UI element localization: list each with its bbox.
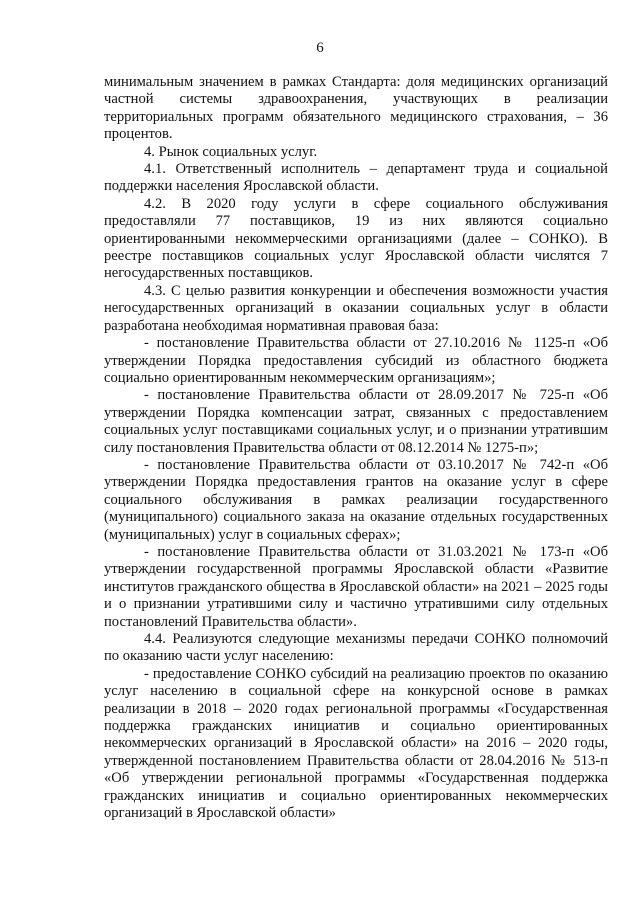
paragraph: - постановление Правительства области от 03.10.2017 № 742-п «Об утверждении Порядка предоставления грантов на оказание услуг в сфере социального обслуживания в рамках реализации государственного (муниципального) социального заказа на оказание отдельных государственных (муниципальных) услуг в социальных сферах»;	[104, 456, 608, 543]
document-body	[104, 74, 608, 822]
paragraph: - постановление Правительства области от 28.09.2017 № 725-п «Об утверждении Порядка компенсации затрат, связанных с предоставлением социальных услуг поставщиками социальных услуг, и о признании утратившим силу постановления Правительства области от 08.12.2014 № 1275-п»;	[104, 387, 608, 456]
paragraph: 4. Рынок социальных услуг.	[144, 143, 318, 160]
paragraph: - предоставление СОНКО субсидий на реализацию проектов по оказанию услуг населению в социальной сфере на конкурсной основе в рамках реализации в 2018 – 2020 годах региональной программы «Государственная поддержка гражданских инициатив и социально ориентированных некоммерческих организаций в Ярославской области» на 2016 – 2020 годы, утвержденной постановлением Правительства области от 28.04.2016 № 513-п «Об утверждении региональной программы «Государственная поддержка гражданских инициатив и социально ориентированных некоммерческих организаций в Ярославской области»	[104, 665, 608, 822]
paragraph: минимальным значением в рамках Стандарта: доля медицинских организаций частной системы здравоохранения, участвующих в реализации территориальных программ обязательного медицинского страхования, – 36 процентов.	[104, 74, 608, 143]
page-number: 6	[316, 40, 324, 56]
paragraph: 4.4. Реализуются следующие механизмы передачи СОНКО полномочий по оказанию части услуг населению:	[104, 631, 608, 665]
paragraph: - постановление Правительства области от 27.10.2016 № 1125-п «Об утверждении Порядка предоставления субсидий из областного бюджета социально ориентированным некоммерческим организациям»;	[104, 335, 608, 386]
paragraph: 4.1. Ответственный исполнитель – департамент труда и социальной поддержки населения Ярославской области.	[104, 161, 608, 195]
paragraph: 4.2. В 2020 году услуги в сфере социального обслуживания предоставляли 77 поставщиков, 19 из них являются социально ориентированными некоммерческими организациями (далее – СОНКО). В реестре поставщиков социальных услуг Ярославской области числятся 7 негосударственных поставщиков.	[104, 195, 608, 282]
paragraph: - постановление Правительства области от 31.03.2021 № 173-п «Об утверждении государственной программы Ярославской области «Развитие институтов гражданского общества в Ярославской области» на 2021 – 2025 годы и о признании утратившими силу и частично утратившими силу отдельных постановлений Правительства области».	[104, 543, 608, 630]
paragraph: 4.3. С целью развития конкуренции и обеспечения возможности участия негосударственных организаций в оказании социальных услуг в области разработана необходимая нормативная правовая база:	[104, 282, 608, 334]
